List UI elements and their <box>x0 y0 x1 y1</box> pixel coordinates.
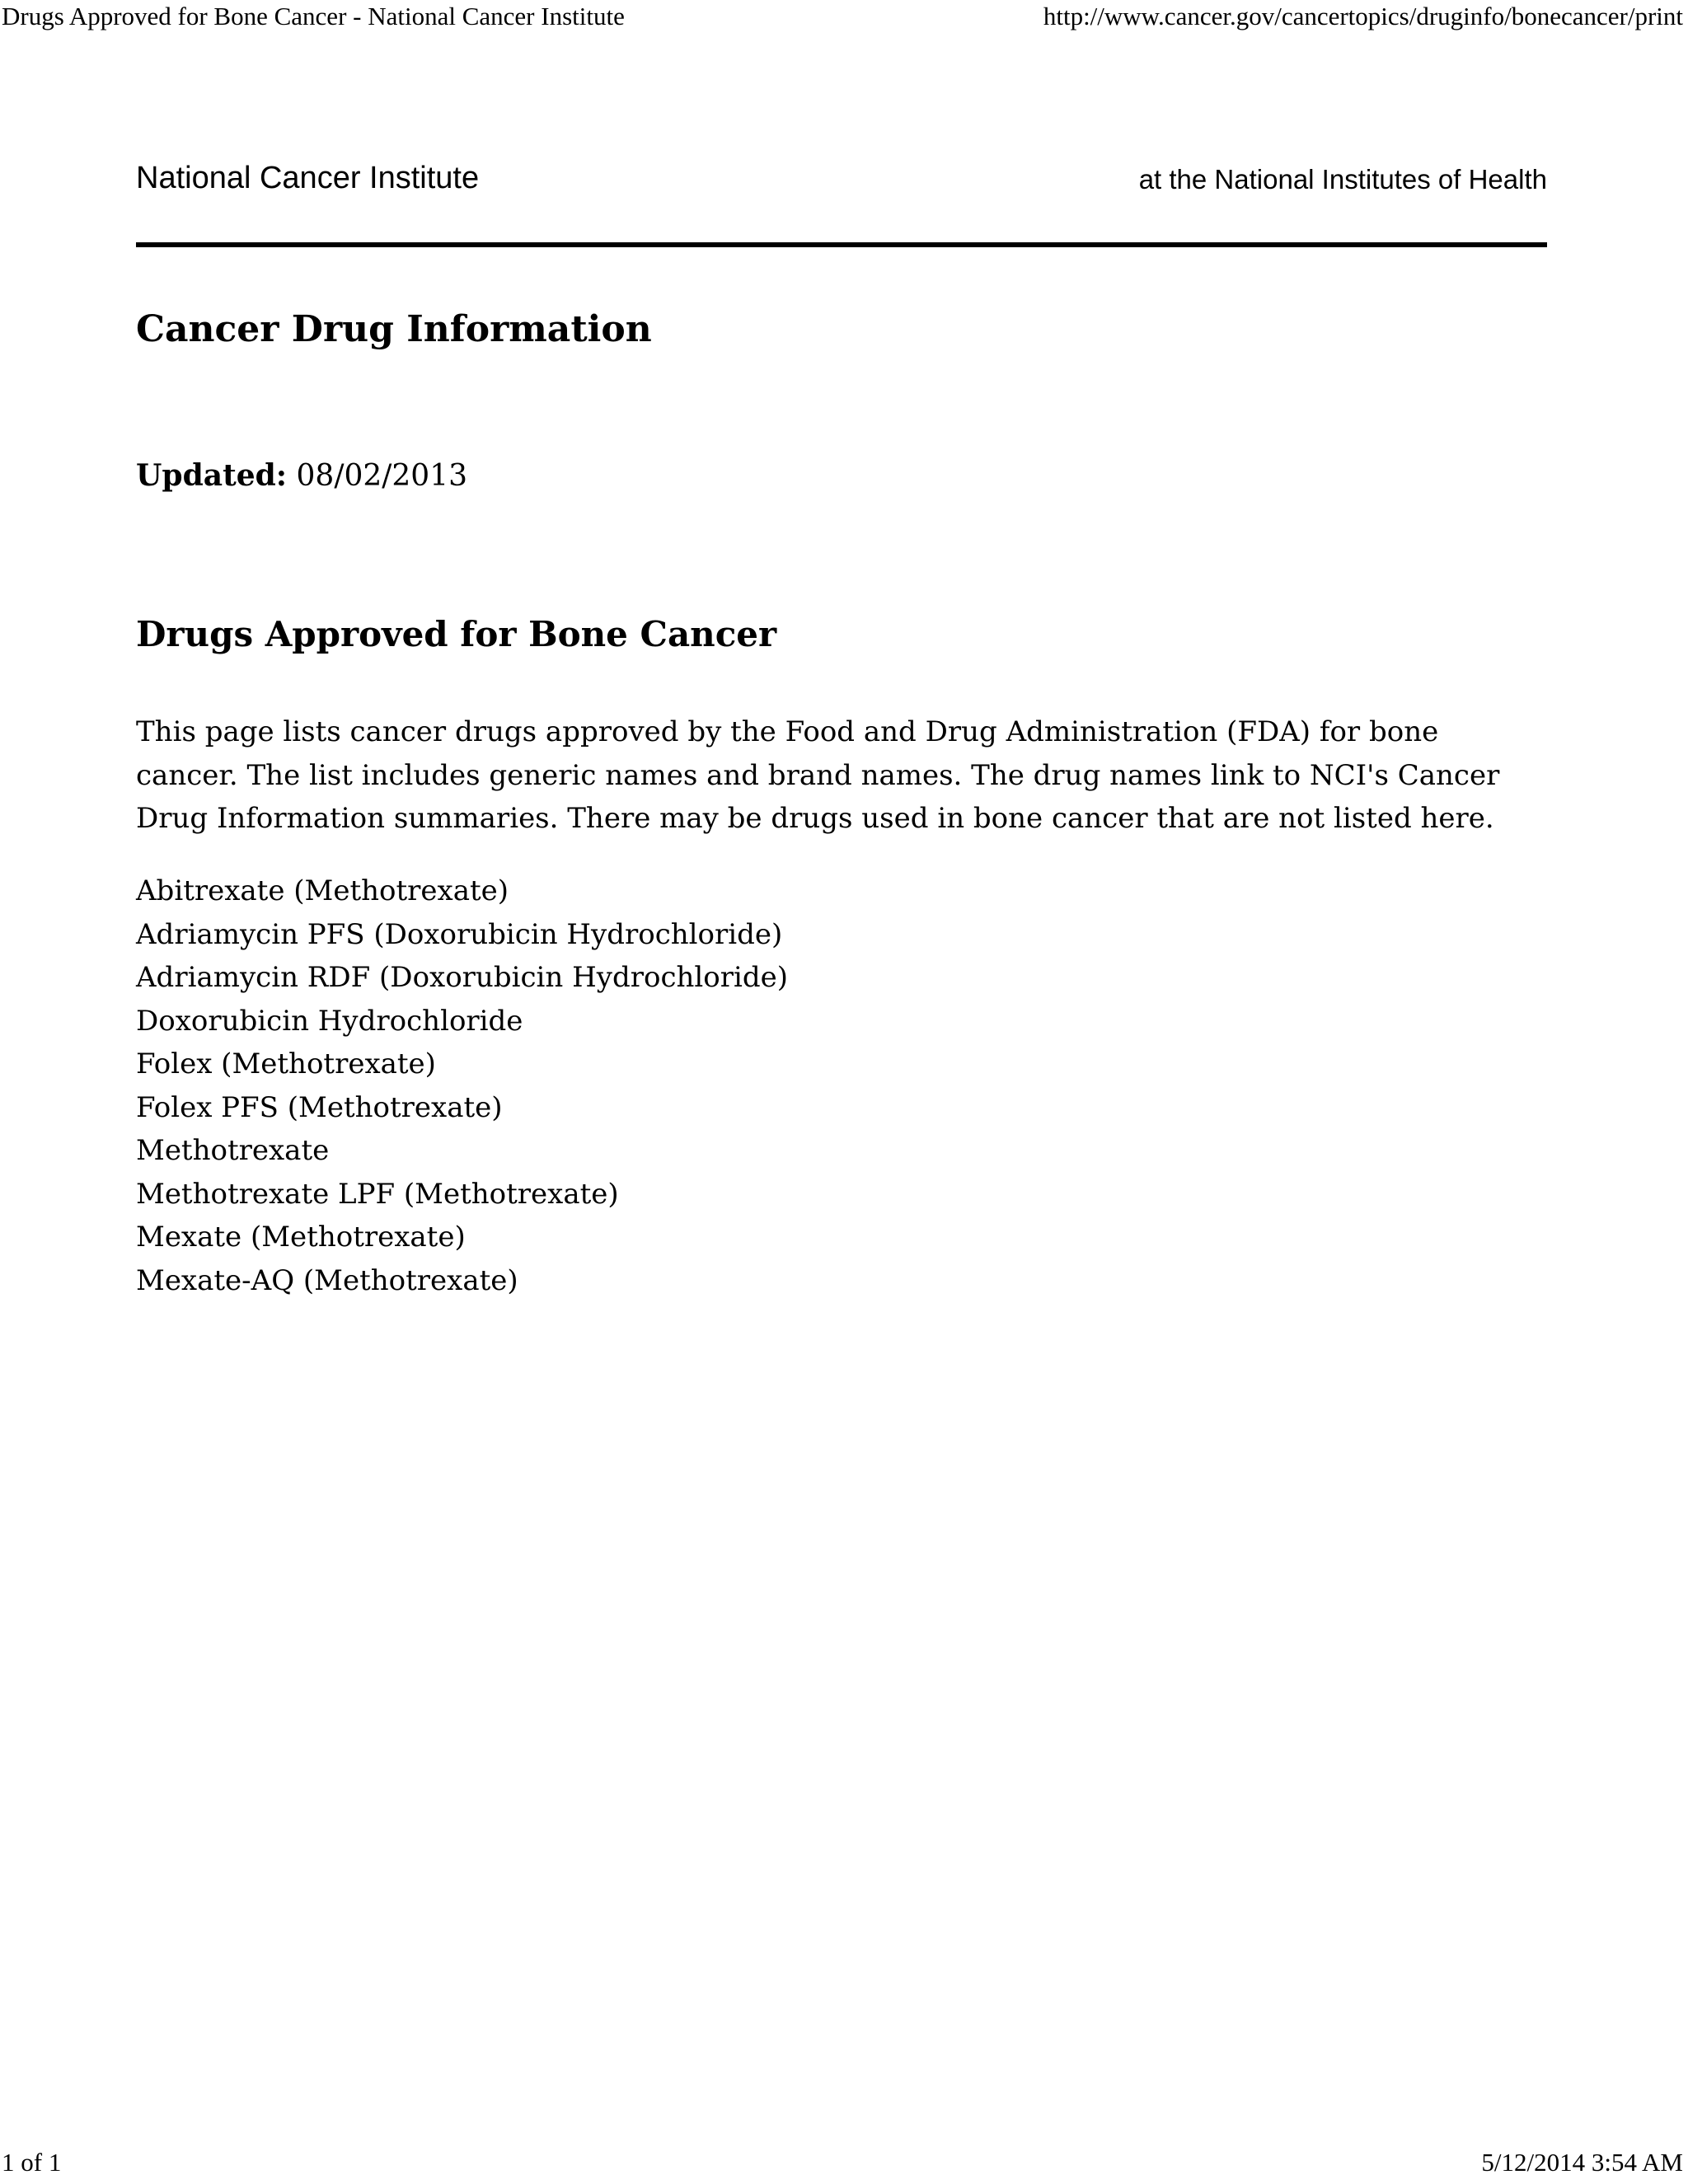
page-title: Drugs Approved for Bone Cancer <box>136 614 777 654</box>
updated-date: 08/02/2013 <box>296 459 468 493</box>
drug-link[interactable]: Mexate-AQ (Methotrexate) <box>136 1263 518 1297</box>
print-page-url: http://www.cancer.gov/cancertopics/druginfo/bonecancer/print <box>1043 2 1683 30</box>
drug-link[interactable]: Mexate (Methotrexate) <box>136 1221 466 1254</box>
section-title: Cancer Drug Information <box>136 308 652 350</box>
site-header <box>136 158 1547 199</box>
drug-link[interactable]: Methotrexate LPF (Methotrexate) <box>136 1177 619 1211</box>
drug-list <box>136 869 788 1302</box>
drug-link[interactable]: Folex PFS (Methotrexate) <box>136 1090 503 1124</box>
drug-link[interactable]: Methotrexate <box>136 1134 330 1167</box>
drug-link[interactable]: Adriamycin RDF (Doxorubicin Hydrochloride) <box>136 961 788 994</box>
header-divider <box>136 242 1547 247</box>
site-tagline: at the National Institutes of Health <box>1138 164 1547 194</box>
print-page-title: Drugs Approved for Bone Cancer - National Cancer Institute <box>2 2 625 30</box>
drug-link[interactable]: Doxorubicin Hydrochloride <box>136 1004 523 1038</box>
drug-link[interactable]: Folex (Methotrexate) <box>136 1047 436 1080</box>
site-name: National Cancer Institute <box>136 161 480 195</box>
print-datetime: 5/12/2014 3:54 AM <box>1481 2148 1683 2177</box>
print-page-count: 1 of 1 <box>2 2148 62 2177</box>
updated-label: Updated: <box>136 458 288 493</box>
intro-paragraph: This page lists cancer drugs approved by the Food and Drug Administration (FDA) for bone cancer. The list includes generic names and brand names. The drug names link to NCI's Cancer Drug Information summaries. There may be drugs used in bone cancer that are not listed here. <box>136 715 1500 835</box>
drug-link[interactable]: Abitrexate (Methotrexate) <box>136 874 509 907</box>
drug-link[interactable]: Adriamycin PFS (Doxorubicin Hydrochloride) <box>136 917 783 951</box>
updated-line <box>136 456 467 496</box>
